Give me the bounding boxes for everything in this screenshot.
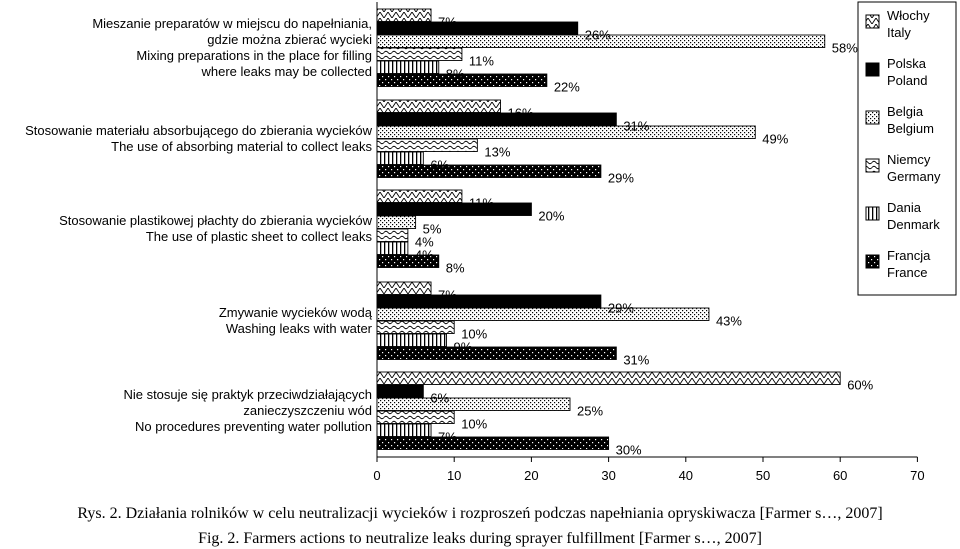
bar-france xyxy=(377,347,616,360)
category-label: Stosowanie materiału absorbującego do zbierania wycieków xyxy=(25,123,372,138)
data-label: 60% xyxy=(847,377,874,393)
data-label: 16% xyxy=(507,105,534,121)
category-label: No procedures preventing water pollution xyxy=(134,419,372,434)
x-tick-label: 20 xyxy=(524,468,539,483)
legend-label: Germany xyxy=(887,169,941,184)
legend xyxy=(858,2,956,295)
bar-denmark xyxy=(377,334,446,347)
x-tick-label: 60 xyxy=(832,468,848,483)
bar-italy xyxy=(377,100,501,113)
bar-germany xyxy=(377,321,454,334)
bar-poland xyxy=(377,113,616,126)
category-label: gdzie można zbierać wycieki xyxy=(207,32,372,47)
data-label: 43% xyxy=(715,313,742,329)
data-label: 7% xyxy=(438,14,457,30)
category-label: zanieczyszczeniu wód xyxy=(243,403,372,418)
data-label: 49% xyxy=(762,131,789,147)
data-label: 7% xyxy=(438,429,457,445)
bar-denmark xyxy=(377,242,408,255)
category-label: Mieszanie preparatów w miejscu do napełniania, xyxy=(92,16,372,31)
x-tick-label: 10 xyxy=(446,468,462,483)
figure-caption-polish: Rys. 2. Działania rolników w celu neutralizacji wycieków i rozproszeń podczas napełniania opryskiwacza [Farmer s…, 2007] xyxy=(77,505,883,522)
bar-poland xyxy=(377,203,531,216)
data-label: 10% xyxy=(461,416,488,432)
bar-italy xyxy=(377,372,840,385)
data-label: 29% xyxy=(607,170,634,186)
data-label: 7% xyxy=(438,287,457,303)
category-label: Zmywanie wycieków wodą xyxy=(218,305,372,320)
category-label: The use of plastic sheet to collect leaks xyxy=(145,229,372,244)
bar-denmark xyxy=(377,152,423,165)
bar-poland xyxy=(377,295,601,308)
category-label: Nie stosuje się praktyk przeciwdziałających xyxy=(123,387,372,402)
x-tick-label: 50 xyxy=(755,468,771,483)
legend-label: Poland xyxy=(887,73,928,88)
legend-swatch-france xyxy=(866,255,879,268)
legend-label: Włochy xyxy=(887,8,930,23)
data-label: 8% xyxy=(445,260,465,276)
bar-poland xyxy=(377,385,423,398)
legend-label: Denmark xyxy=(887,217,940,232)
legend-label: Francja xyxy=(887,248,931,263)
data-label: 26% xyxy=(584,27,611,43)
bar-germany xyxy=(377,411,454,424)
bar-belgium xyxy=(377,308,709,321)
data-label: 5% xyxy=(422,221,442,237)
bar-germany xyxy=(377,229,408,242)
data-label: 11% xyxy=(468,195,494,211)
category-label: Stosowanie plastikowej płachty do zbierania wycieków xyxy=(59,213,372,228)
data-label: 6% xyxy=(430,157,450,173)
bar-belgium xyxy=(377,398,570,411)
x-tick-label: 40 xyxy=(678,468,694,483)
bar-france xyxy=(377,165,601,178)
data-label: 25% xyxy=(577,403,604,419)
data-label: 4% xyxy=(414,247,434,263)
bar-italy xyxy=(377,190,462,203)
data-label: 6% xyxy=(430,390,450,406)
data-label: 29% xyxy=(607,300,634,316)
x-tick-label: 70 xyxy=(910,468,925,483)
data-label: 22% xyxy=(553,79,580,95)
legend-label: Belgium xyxy=(887,121,934,136)
legend-swatch-denmark xyxy=(866,207,879,220)
data-label: 4% xyxy=(414,234,434,250)
data-label: 8% xyxy=(445,66,465,82)
bar-poland xyxy=(377,22,578,35)
x-tick-label: 30 xyxy=(601,468,616,483)
category-label: Washing leaks with water xyxy=(225,321,372,336)
legend-swatch-italy xyxy=(866,15,879,28)
bar-italy xyxy=(377,282,431,295)
bar-germany xyxy=(377,139,477,152)
bar-france xyxy=(377,437,609,450)
data-label: 9% xyxy=(453,339,473,355)
legend-swatch-germany xyxy=(866,159,879,172)
bar-germany xyxy=(377,48,462,61)
bar-belgium xyxy=(377,126,755,139)
x-tick-label: 0 xyxy=(373,468,381,483)
data-label: 13% xyxy=(484,144,511,160)
category-labels xyxy=(25,16,373,434)
data-label: 30% xyxy=(615,442,642,458)
data-label: 58% xyxy=(831,40,858,56)
bar-denmark xyxy=(377,424,431,437)
data-label: 11% xyxy=(468,53,494,69)
data-label: 10% xyxy=(461,326,488,342)
bar-belgium xyxy=(377,216,416,229)
legend-label: Niemcy xyxy=(887,152,931,167)
bar-denmark xyxy=(377,61,439,74)
category-label: Mixing preparations in the place for filling xyxy=(136,48,372,63)
legend-swatch-belgium xyxy=(866,111,879,124)
legend-label: France xyxy=(887,265,928,280)
legend-label: Italy xyxy=(887,25,911,40)
data-label: 31% xyxy=(623,118,650,134)
legend-label: Dania xyxy=(887,200,921,215)
legend-label: Polska xyxy=(887,56,927,71)
category-label: where leaks may be collected xyxy=(201,64,372,79)
data-label: 31% xyxy=(623,352,650,368)
legend-label: Belgia xyxy=(887,104,924,119)
data-label: 20% xyxy=(538,208,565,224)
legend-swatch-poland xyxy=(866,63,879,76)
figure-caption-english: Fig. 2. Farmers actions to neutralize leaks during sprayer fulfillment [Farmer s…, 2007] xyxy=(198,530,762,547)
bar-italy xyxy=(377,9,431,22)
category-label: The use of absorbing material to collect leaks xyxy=(111,139,372,154)
